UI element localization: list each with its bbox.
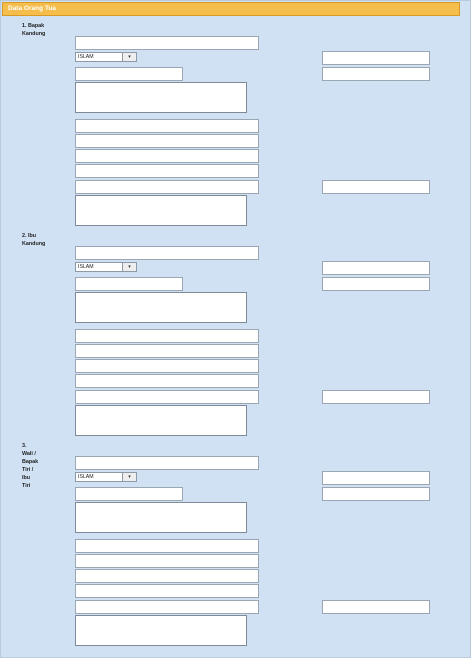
jabatan-input[interactable] — [75, 374, 259, 388]
telp-kantor-input[interactable] — [322, 180, 430, 194]
jenis-pekerjaan-input[interactable] — [75, 134, 259, 148]
no-hp-input[interactable] — [75, 67, 183, 81]
section-title-ibu-kandung: 2. Ibu Kandung — [22, 233, 46, 247]
section-title-bapak-kandung: 1. Bapak Kandung — [22, 23, 46, 37]
nama-input[interactable] — [75, 246, 259, 260]
alamat-rumah-textarea[interactable] — [75, 292, 247, 323]
pangkat-golongan-input[interactable] — [75, 359, 259, 373]
telp-rumah-input[interactable] — [322, 67, 430, 81]
jenis-pekerjaan-input[interactable] — [75, 344, 259, 358]
jenis-pekerjaan-input[interactable] — [75, 554, 259, 568]
no-hp-input[interactable] — [75, 277, 183, 291]
telp-rumah-input[interactable] — [322, 487, 430, 501]
umur-input[interactable] — [322, 261, 430, 275]
panel-title: Data Orang Tua — [8, 5, 56, 12]
chevron-down-icon[interactable]: ▾ — [122, 53, 136, 61]
chevron-down-icon[interactable]: ▾ — [122, 473, 136, 481]
alamat-kantor-textarea[interactable] — [75, 615, 247, 646]
nama-kantor-input[interactable] — [75, 600, 259, 614]
agama-select-value: ISLAM — [78, 474, 94, 480]
nama-input[interactable] — [75, 456, 259, 470]
umur-input[interactable] — [322, 51, 430, 65]
agama-select[interactable] — [75, 262, 137, 272]
alamat-kantor-textarea[interactable] — [75, 405, 247, 436]
panel-header — [2, 2, 460, 16]
agama-select-value: ISLAM — [78, 264, 94, 270]
telp-kantor-input[interactable] — [322, 600, 430, 614]
umur-input[interactable] — [322, 471, 430, 485]
pangkat-golongan-input[interactable] — [75, 569, 259, 583]
jabatan-input[interactable] — [75, 164, 259, 178]
kelompok-pekerjaan-input[interactable] — [75, 539, 259, 553]
no-hp-input[interactable] — [75, 487, 183, 501]
kelompok-pekerjaan-input[interactable] — [75, 329, 259, 343]
alamat-rumah-textarea[interactable] — [75, 82, 247, 113]
jabatan-input[interactable] — [75, 584, 259, 598]
nama-kantor-input[interactable] — [75, 180, 259, 194]
nama-input[interactable] — [75, 36, 259, 50]
agama-select[interactable] — [75, 52, 137, 62]
alamat-kantor-textarea[interactable] — [75, 195, 247, 226]
pangkat-golongan-input[interactable] — [75, 149, 259, 163]
agama-select[interactable] — [75, 472, 137, 482]
chevron-down-icon[interactable]: ▾ — [122, 263, 136, 271]
telp-rumah-input[interactable] — [322, 277, 430, 291]
telp-kantor-input[interactable] — [322, 390, 430, 404]
nama-kantor-input[interactable] — [75, 390, 259, 404]
agama-select-value: ISLAM — [78, 54, 94, 60]
alamat-rumah-textarea[interactable] — [75, 502, 247, 533]
kelompok-pekerjaan-input[interactable] — [75, 119, 259, 133]
section-title-wali: 3. Wali / Bapak Tiri / Ibu Tiri — [22, 443, 39, 489]
